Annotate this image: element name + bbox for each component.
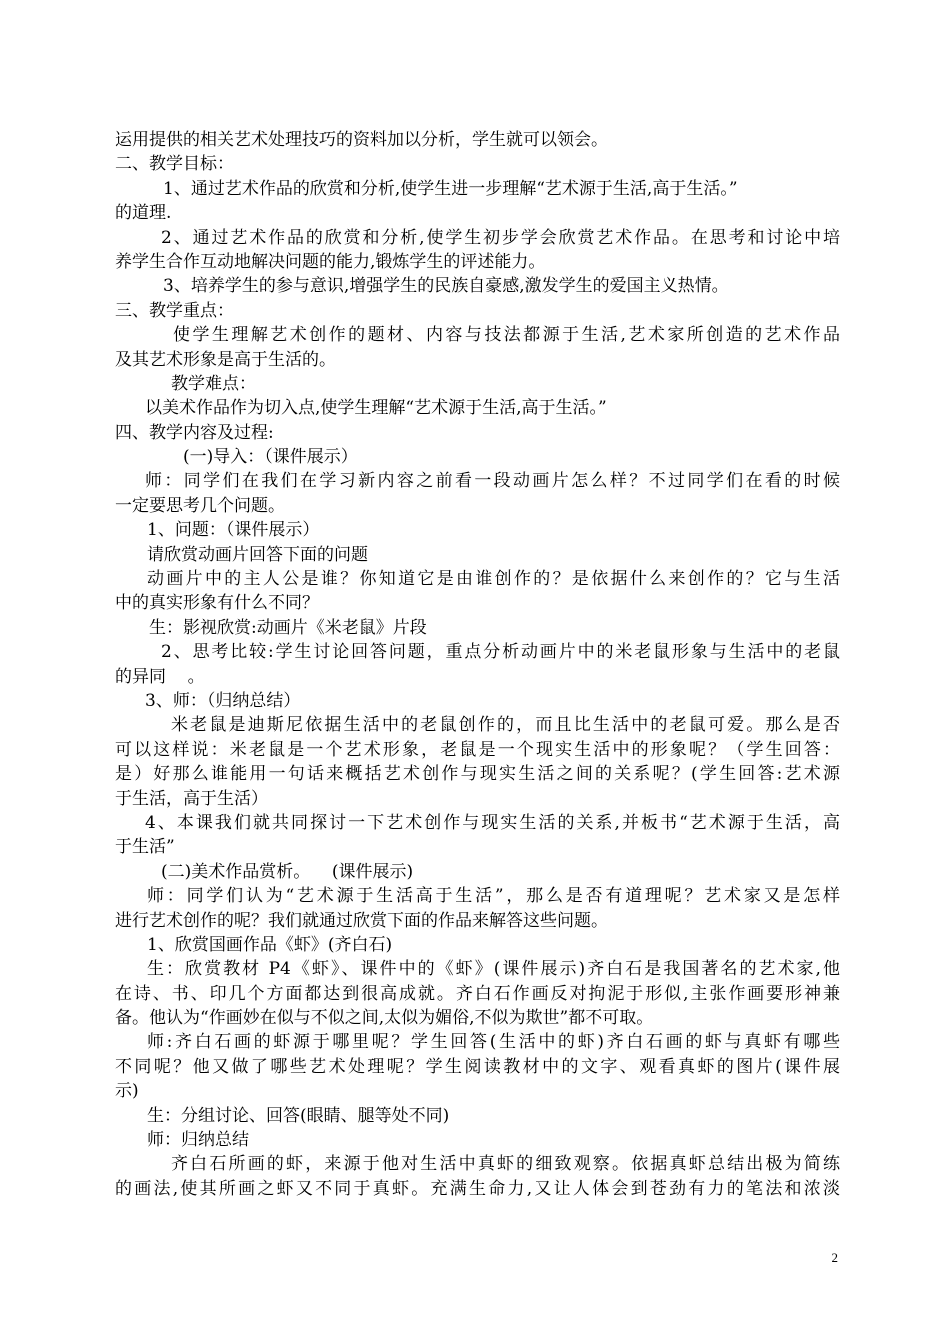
text-line: 的异同 。 [115, 666, 205, 687]
text-line: 可以这样说：米老鼠是一个艺术形象，老鼠是一个现实生活中的形象呢？（学生回答： [115, 739, 840, 760]
text-line: 一定要思考几个问题。 [115, 495, 285, 516]
text-line: 是）好那么谁能用一句话来概括艺术创作与现实生活之间的关系呢？(学生回答:艺术源 [115, 764, 840, 785]
text-line: 请欣赏动画片回答下面的问题 [147, 544, 368, 565]
text-line: 四、教学内容及过程: [115, 422, 274, 443]
text-line: 的画法,使其所画之虾又不同于真虾。充满生命力,又让人体会到苍劲有力的笔法和浓淡 [115, 1178, 840, 1199]
text-line: (二)美术作品赏析。 (课件展示) [161, 861, 414, 882]
text-line: 及其艺术形象是高于生活的。 [115, 349, 336, 370]
text-line: 的道理. [115, 203, 172, 224]
text-line: 师:齐白石画的虾源于哪里呢？学生回答(生活中的虾)齐白石画的虾与真虾有哪些 [147, 1032, 840, 1053]
text-line: 2、通过艺术作品的欣赏和分析,使学生初步学会欣赏艺术作品。在思考和讨论中培 [161, 227, 840, 248]
text-line: 生：欣赏教材 P4《虾》、课件中的《虾》(课件展示)齐白石是我国著名的艺术家,他 [147, 959, 840, 980]
text-line: 备。他认为“作画妙在似与不似之间,太似为媚俗,不似为欺世”都不可取。 [115, 1008, 654, 1029]
document-body [115, 128, 840, 1201]
text-line: 动画片中的主人公是谁？你知道它是由谁创作的？是依据什么来创作的？它与生活 [147, 569, 840, 590]
text-line: 师：归纳总结 [147, 1130, 249, 1151]
text-line: 运用提供的相关艺术处理技巧的资料加以分析，学生就可以领会。 [115, 130, 608, 150]
text-line: 以美术作品作为切入点,使学生理解“艺术源于生活,高于生活。” [145, 398, 607, 419]
text-line: 中的真实形象有什么不同？ [115, 593, 319, 614]
text-line: 生：影视欣赏:动画片《米老鼠》片段 [149, 617, 427, 638]
text-line: 4、本课我们就共同探讨一下艺术创作与现实生活的关系,并板书“艺术源于生活，高 [145, 812, 840, 833]
text-line: 齐白石所画的虾，来源于他对生活中真虾的细致观察。依据真虾总结出极为简练 [171, 1154, 840, 1175]
text-line: 二、教学目标： [115, 154, 234, 175]
text-line: 教学难点： [171, 373, 256, 394]
text-line: 3、培养学生的参与意识,增强学生的民族自豪感,激发学生的爱国主义热情。 [163, 276, 729, 297]
text-line: 进行艺术创作的呢？我们就通过欣赏下面的作品来解答这些问题。 [115, 910, 608, 931]
text-line: 1、通过艺术作品的欣赏和分析,使学生进一步理解“艺术源于生活,高于生活。” [163, 178, 738, 199]
text-line: 三、教学重点： [115, 300, 234, 321]
text-line: 不同呢？他又做了哪些艺术处理呢？学生阅读教材中的文字、观看真虾的图片(课件展 [115, 1056, 840, 1077]
text-line: 师：同学们在我们在学习新内容之前看一段动画片怎么样？不过同学们在看的时候 [145, 471, 840, 492]
text-line: (一)导入：（课件展示） [183, 447, 358, 468]
text-line: 示) [115, 1081, 139, 1102]
text-line: 1、问题：（课件展示） [147, 520, 320, 541]
text-line: 2、思考比较:学生讨论回答问题，重点分析动画片中的米老鼠形象与生活中的老鼠 [161, 642, 840, 663]
page-number: 2 [831, 1250, 838, 1265]
text-line: 3、师：（归纳总结） [145, 690, 301, 711]
text-line: 在诗、书、印几个方面都达到很高成就。齐白石作画反对拘泥于形似,主张作画要形神兼 [115, 983, 840, 1004]
text-line: 于生活” [115, 837, 175, 858]
text-line: 师：同学们认为“艺术源于生活高于生活”，那么是否有道理呢？艺术家又是怎样 [147, 886, 840, 907]
text-line: 使学生理解艺术创作的题材、内容与技法都源于生活,艺术家所创造的艺术作品 [173, 325, 840, 346]
text-line: 米老鼠是迪斯尼依据生活中的老鼠创作的，而且比生活中的老鼠可爱。那么是否 [171, 715, 840, 736]
text-line: 1、欣赏国画作品《虾》(齐白石) [147, 934, 393, 955]
text-line: 于生活，高于生活） [115, 788, 268, 809]
text-line: 养学生合作互动地解决问题的能力,锻炼学生的评述能力。 [115, 251, 546, 272]
text-line: 生：分组讨论、回答(眼睛、腿等处不同) [147, 1105, 450, 1126]
